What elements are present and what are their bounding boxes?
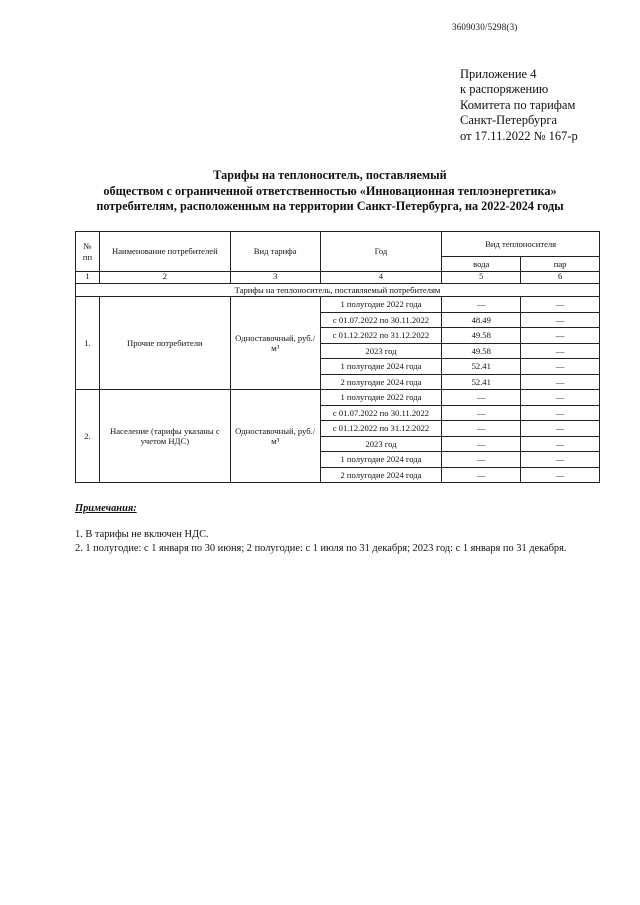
title-line: потребителям, расположенным на территории Санкт-Петербурга, на 2022-2024 годы [96, 199, 564, 213]
water-value: 52.41 [442, 359, 521, 375]
steam-value: — [521, 452, 600, 468]
steam-value: — [521, 374, 600, 390]
table-row [76, 297, 600, 313]
water-value: — [442, 467, 521, 483]
water-value: 52.41 [442, 374, 521, 390]
col-number: 3 [230, 272, 320, 284]
document-number: 3609030/5298(3) [452, 22, 518, 32]
header-consumers: Наименование потребителей [99, 232, 230, 272]
appendix-line: Санкт-Петербурга [460, 113, 558, 128]
tariff-table [75, 231, 600, 483]
header-num: № пп [76, 232, 100, 272]
row-num: 2. [76, 390, 100, 483]
period-cell: 2 полугодие 2024 года [320, 467, 442, 483]
title-line: Тарифы на теплоноситель, поставляемый [213, 168, 447, 182]
header-steam: пар [521, 257, 600, 272]
col-number: 6 [521, 272, 600, 284]
header-tariff-type: Вид тарифа [230, 232, 320, 272]
water-value: 49.58 [442, 343, 521, 359]
steam-value: — [521, 297, 600, 313]
appendix-line: от 17.11.2022 № 167-р [460, 128, 578, 143]
tariff-type: Одноставочный, руб./м³ [230, 390, 320, 483]
period-cell: 1 полугодие 2022 года [320, 390, 442, 406]
period-cell: 2 полугодие 2024 года [320, 374, 442, 390]
table-row [76, 390, 600, 406]
consumer-name: Население (тарифы указаны с учетом НДС) [99, 390, 230, 483]
water-value: — [442, 405, 521, 421]
period-cell: с 01.12.2022 по 31.12.2022 [320, 328, 442, 344]
header-carrier: Вид теплоносителя [442, 232, 600, 257]
period-cell: 2023 год [320, 436, 442, 452]
steam-value: — [521, 421, 600, 437]
appendix-line: Приложение 4 [460, 67, 537, 81]
col-number: 4 [320, 272, 442, 284]
notes-title: Примечания: [75, 503, 137, 514]
steam-value: — [521, 405, 600, 421]
period-cell: 1 полугодие 2024 года [320, 452, 442, 468]
row-num: 1. [76, 297, 100, 390]
note-item: 2. 1 полугодие: с 1 января по 30 июня; 2 полугодие: с 1 июля по 31 декабря; 2023 год: с 1 января по 31 декабря. [75, 542, 567, 554]
water-value: — [442, 436, 521, 452]
steam-value: — [521, 343, 600, 359]
period-cell: 1 полугодие 2022 года [320, 297, 442, 313]
water-value: 49.58 [442, 328, 521, 344]
period-cell: с 01.07.2022 по 30.11.2022 [320, 312, 442, 328]
document-title [40, 168, 620, 215]
steam-value: — [521, 390, 600, 406]
water-value: 48.49 [442, 312, 521, 328]
appendix-line: Комитета по тарифам [460, 97, 576, 112]
period-cell: с 01.07.2022 по 30.11.2022 [320, 405, 442, 421]
notes-block [75, 503, 567, 555]
period-cell: с 01.12.2022 по 31.12.2022 [320, 421, 442, 437]
steam-value: — [521, 328, 600, 344]
water-value: — [442, 297, 521, 313]
section-header: Тарифы на теплоноситель, поставляемый потребителям [76, 284, 600, 297]
steam-value: — [521, 312, 600, 328]
period-cell: 1 полугодие 2024 года [320, 359, 442, 375]
title-line: обществом с ограниченной ответственностью «Инновационная теплоэнергетика» [103, 183, 557, 198]
water-value: — [442, 390, 521, 406]
water-value: — [442, 421, 521, 437]
steam-value: — [521, 467, 600, 483]
consumer-name: Прочие потребители [99, 297, 230, 390]
period-cell: 2023 год [320, 343, 442, 359]
col-number: 2 [99, 272, 230, 284]
note-item: 1. В тарифы не включен НДС. [75, 529, 209, 540]
tariff-type: Одноставочный, руб./м³ [230, 297, 320, 390]
col-number: 1 [76, 272, 100, 284]
water-value: — [442, 452, 521, 468]
header-year: Год [320, 232, 442, 272]
steam-value: — [521, 436, 600, 452]
appendix-line: к распоряжению [460, 82, 549, 97]
steam-value: — [521, 359, 600, 375]
appendix-block [460, 67, 578, 144]
header-water: вода [442, 257, 521, 272]
col-number: 5 [442, 272, 521, 284]
